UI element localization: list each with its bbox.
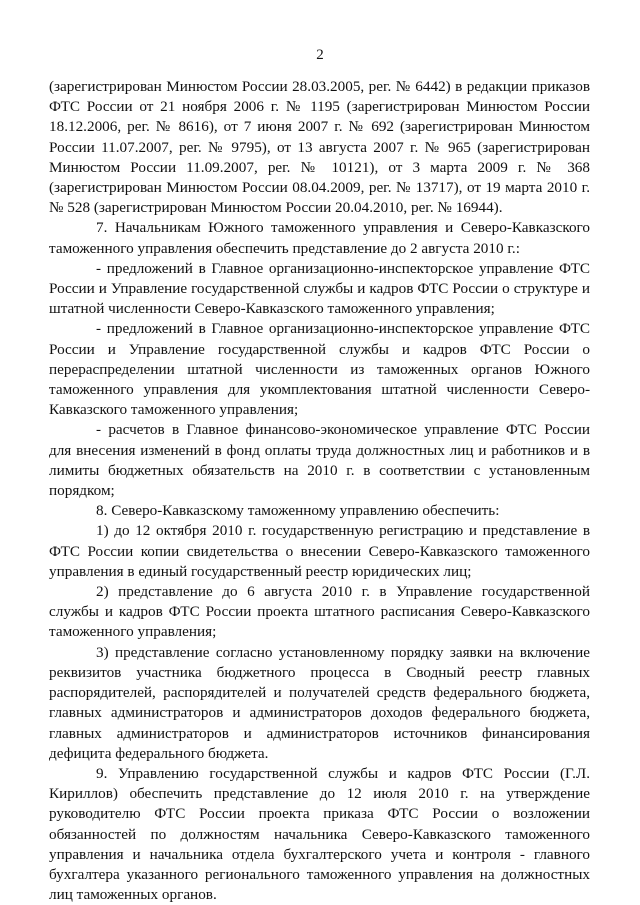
document-body	[49, 77, 590, 905]
document-paragraph: 7. Начальникам Южного таможенного управления и Северо-Кавказского таможенного управления обеспечить представление до 2 августа 2010 г.:	[49, 219, 590, 257]
document-paragraph: (зарегистрирован Минюстом России 28.03.2005, рег. № 6442) в редакции приказов ФТС России от 21 ноября 2006 г. № 1195 (зарегистрирован Минюстом России 18.12.2006, рег. № 8616), от 7 июня 2007 г. № 692 (зарегистрирован Минюстом России 11.07.2007, рег. № 9795), от 13 августа 2007 г. № 965 (зарегистрирован Минюстом России 11.09.2007, рег. № 10121), от 3 марта 2009 г. № 368 (зарегистрирован Минюстом России 08.04.2009, рег. № 13717), от 19 марта 2010 г. № 528 (зарегистрирован Минюстом России 20.04.2010, рег. № 16944).	[49, 78, 590, 217]
document-paragraph: 3) представление согласно установленному порядку заявки на включение реквизитов участника бюджетного процесса в Сводный реестр главных распорядителей, распорядителей и получателей средств федерального бюджета, главных администраторов и администраторов доходов федерального бюджета, главных администраторов и администраторов источников финансирования дефицита федерального бюджета.	[49, 643, 590, 762]
document-paragraph: - расчетов в Главное финансово-экономическое управление ФТС России для внесения изменений в фонд оплаты труда должностных лиц и работников и в лимиты бюджетных обязательств на 2010 г. в соответствии с установленным порядком;	[49, 421, 590, 500]
document-paragraph: 9. Управлению государственной службы и кадров ФТС России (Г.Л. Кириллов) обеспечить представление до 12 июля 2010 г. на утверждение руководителю ФТС России проекта приказа ФТС России о возложении обязанностей по должностям начальника Северо-Кавказского таможенного управления и начальника отдела бухгалтерского учета и контроля - главного бухгалтера указанного регионального таможенного управления на должностных лиц таможенных органов.	[49, 764, 590, 904]
document-paragraph: - предложений в Главное организационно-инспекторское управление ФТС России и Управление государственной службы и кадров ФТС России о перераспределении штатной численности из таможенных органов Южного таможенного управления для укомплектования штатной численности Северо-Кавказского таможенного управления;	[49, 320, 590, 419]
document-paragraph: 8. Северо-Кавказскому таможенному управлению обеспечить:	[96, 502, 500, 520]
document-paragraph: 1) до 12 октября 2010 г. государственную регистрацию и представление в ФТС России копии свидетельства о внесении Северо-Кавказского таможенного управления в единый государственный реестр юридических лиц;	[49, 522, 590, 580]
page-number: 2	[316, 47, 324, 63]
document-paragraph: 2) представление до 6 августа 2010 г. в Управление государственной службы и кадров ФТС России проекта штатного расписания Северо-Кавказского таможенного управления;	[49, 583, 590, 641]
document-paragraph: - предложений в Главное организационно-инспекторское управление ФТС России и Управление государственной службы и кадров ФТС России о структуре и штатной численности Северо-Кавказского таможенного управления;	[49, 259, 590, 318]
